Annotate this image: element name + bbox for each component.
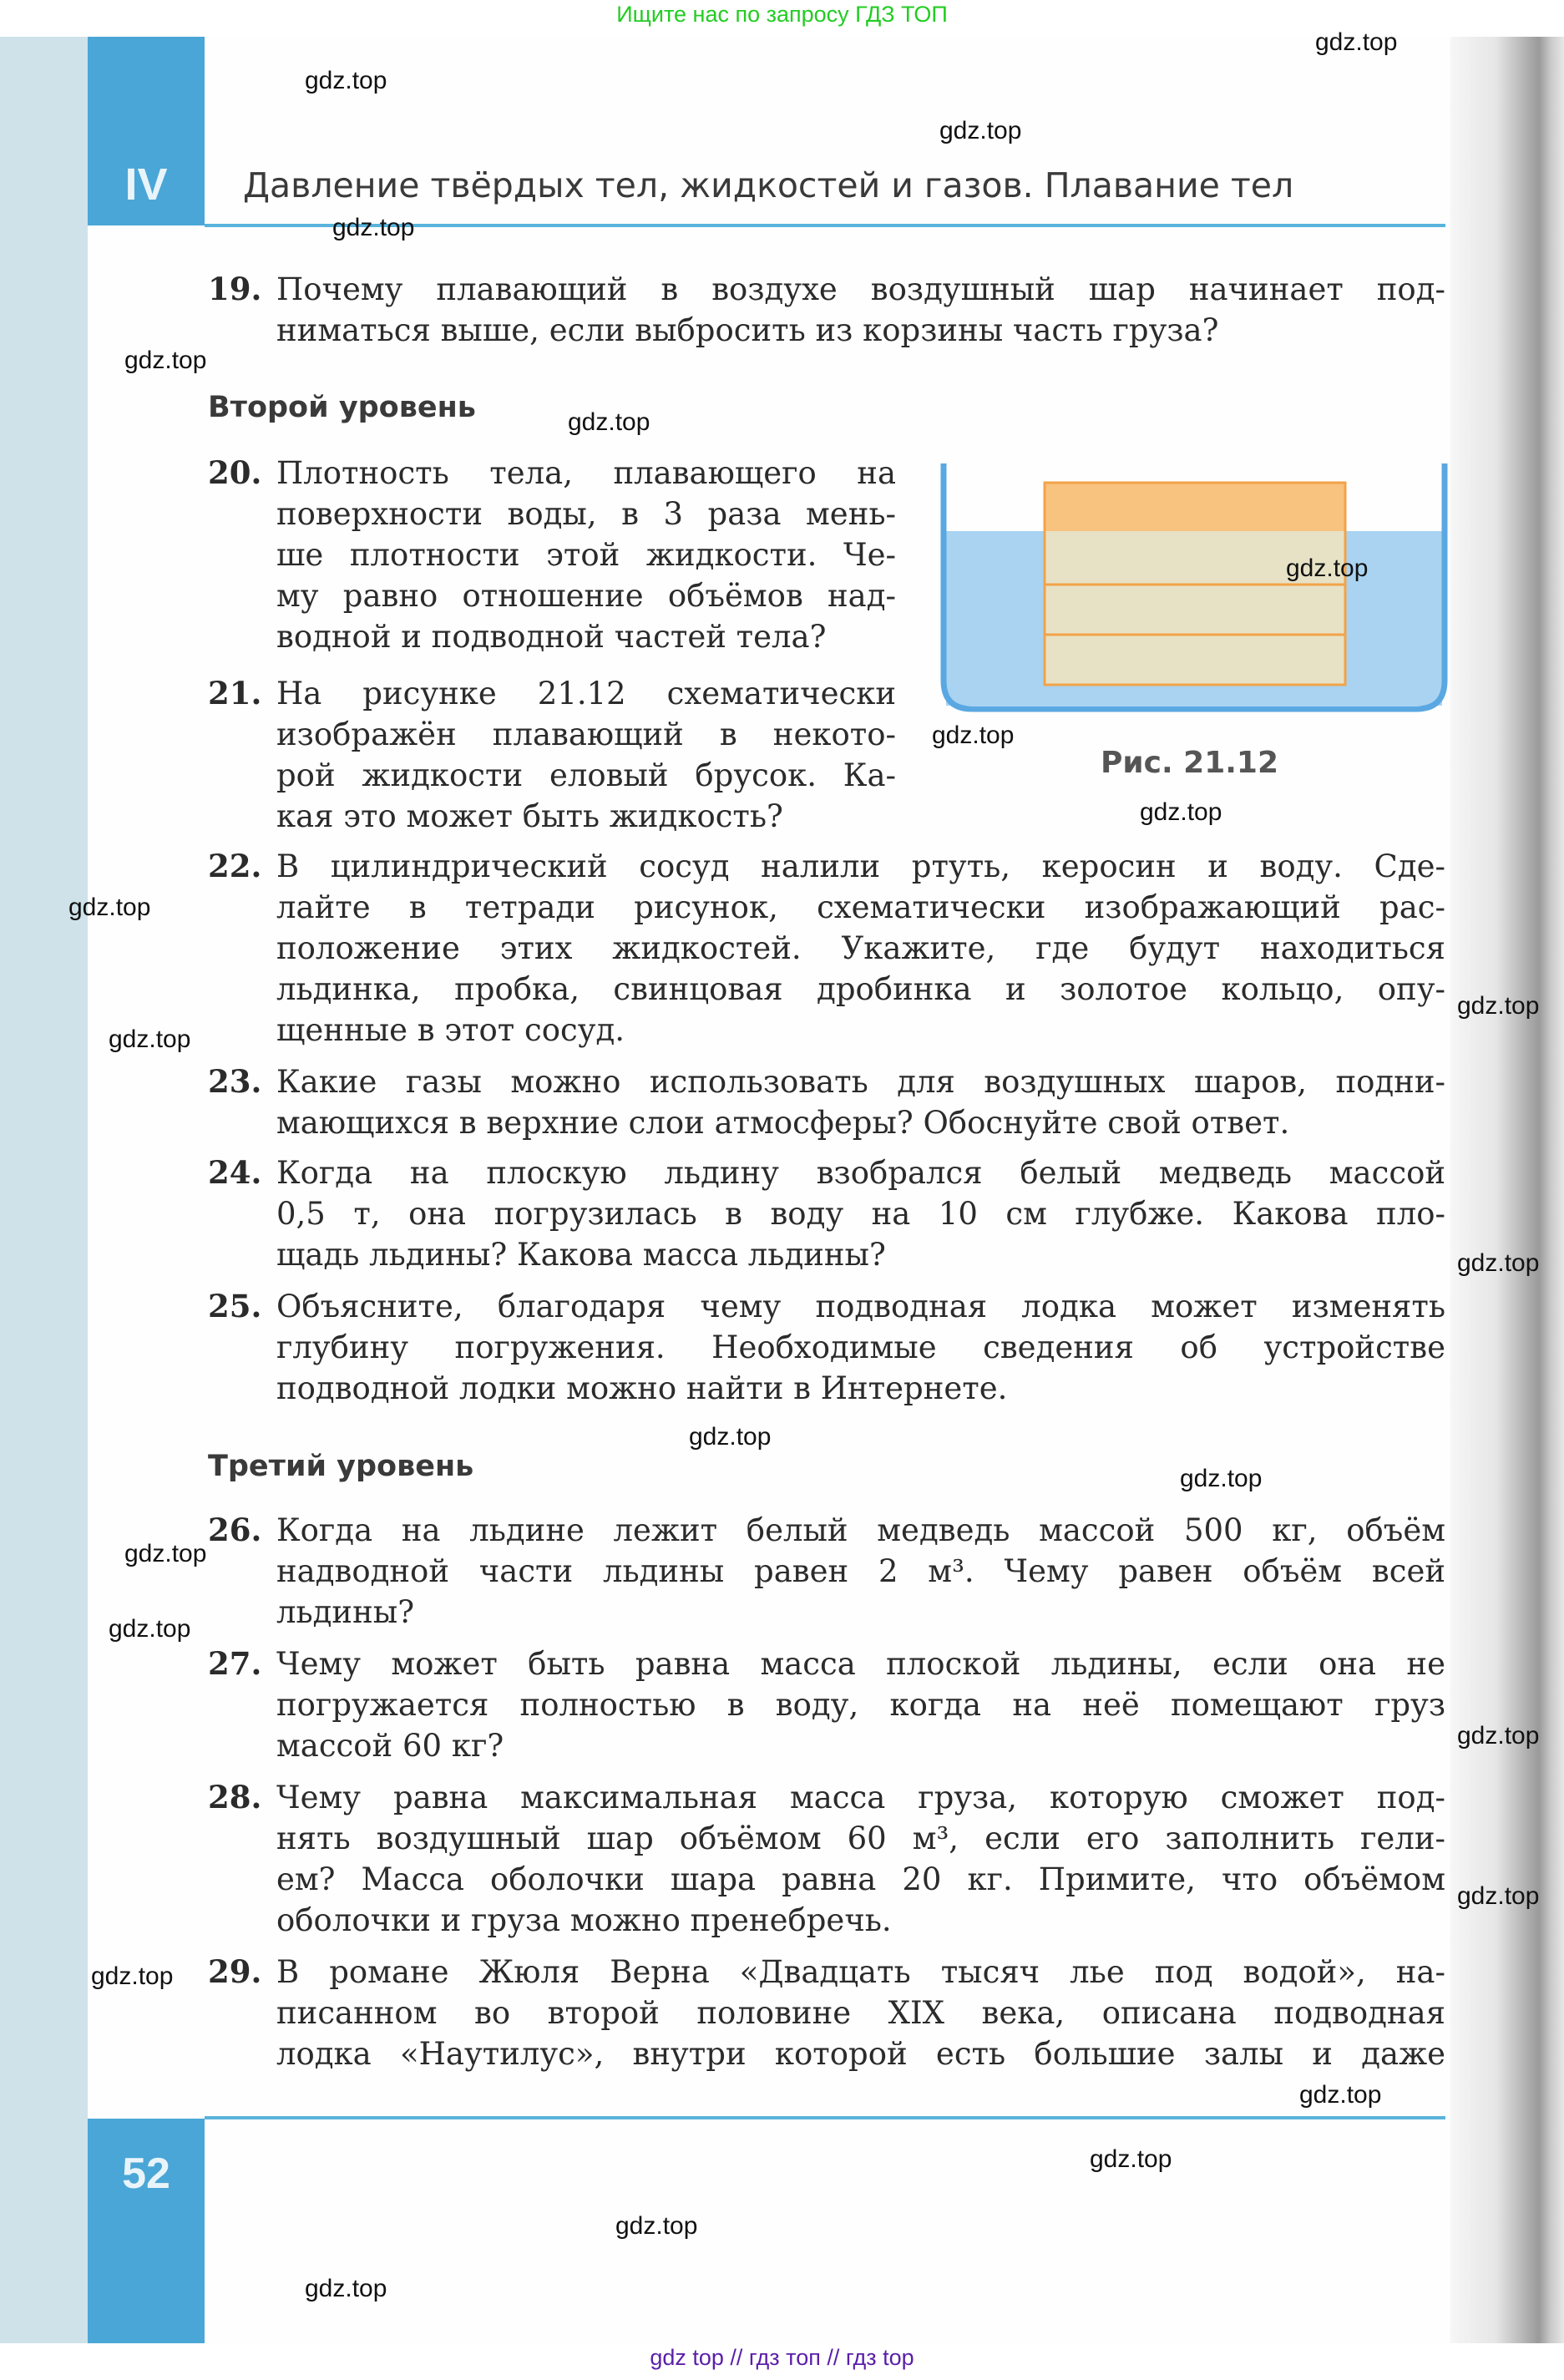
watermark-text: gdz.top [1286, 554, 1369, 582]
chapter-title: Давление твёрдых тел, жидкостей и газов. Плавание тел [243, 165, 1294, 205]
problem-text-line: поверхности воды, в 3 раза мень- [276, 496, 896, 532]
problem-text-line: ем? Масса оболочки шара равна 20 кг. Примите, что объёмом [276, 1861, 1445, 1897]
problem-text-line: Когда на льдине лежит белый медведь массой 500 кг, объём [276, 1512, 1445, 1548]
problem-text-line: кая это может быть жидкость? [276, 798, 783, 834]
problem-number: 29. [208, 1953, 262, 1990]
watermark-text: gdz.top [568, 408, 650, 436]
problem-text-line: лайте в тетради рисунок, схематически изображающий рас- [276, 889, 1445, 925]
watermark-text: gdz.top [1315, 28, 1398, 56]
problem-text-line: подводной лодки можно найти в Интернете. [276, 1370, 1008, 1406]
problem-number: 25. [208, 1288, 262, 1324]
problem-item [208, 1152, 1445, 1275]
watermark-text: gdz.top [68, 894, 151, 921]
page-spine-shadow [1450, 37, 1564, 2343]
problem-item [208, 1952, 1445, 2074]
problem-text-line: Когда на плоскую льдину взобрался белый медведь массой [276, 1155, 1445, 1191]
watermark-text: gdz.top [91, 1962, 174, 1990]
watermark-text: gdz.top [305, 67, 387, 94]
problem-number: 28. [208, 1779, 262, 1815]
watermark-text: gdz.top [124, 1540, 207, 1567]
watermark-text: gdz.top [1457, 992, 1540, 1020]
problem-text-line: му равно отношение объёмов над- [276, 578, 896, 614]
problem-text-line: щенные в этот сосуд. [276, 1012, 625, 1048]
chapter-number: IV [124, 160, 168, 210]
problem-text-line: На рисунке 21.12 схематически [276, 676, 896, 711]
problem-text-line: Какие газы можно использовать для воздушных шаров, подни- [276, 1064, 1445, 1100]
problem-text-line: изображён плавающий в некото- [276, 717, 896, 752]
problem-number: 22. [208, 848, 262, 884]
watermark-text: gdz.top [109, 1025, 191, 1053]
problem-text-line: Почему плавающий в воздухе воздушный шар начинает под- [276, 271, 1445, 307]
problem-text-line: рой жидкости еловый брусок. Ка- [276, 757, 896, 793]
problem-text-line: положение этих жидкостей. Укажите, где будут находиться [276, 930, 1445, 966]
watermark-text: gdz.top [615, 2212, 698, 2240]
problem-number: 24. [208, 1154, 262, 1191]
problem-text-line: оболочки и груза можно пренебречь. [276, 1902, 892, 1938]
watermark-text: gdz.top [1180, 1465, 1263, 1492]
block-above-liquid [1045, 483, 1345, 531]
problem-text-line: В романе Жюля Верна «Двадцать тысяч лье под водой», на- [276, 1954, 1445, 1990]
problem-text-line: Объясните, благодаря чему подводная лодка может изменять [276, 1289, 1445, 1324]
watermark-text: gdz.top [1457, 1882, 1540, 1910]
page-number-tab [88, 2119, 205, 2343]
problem-text-line: ниматься выше, если выбросить из корзины часть груза? [276, 312, 1219, 348]
top-banner: Ищите нас по запросу ГДЗ ТОП [616, 2, 948, 27]
problem-item [208, 673, 896, 837]
problem-text-line: щадь льдины? Какова масса льдины? [276, 1237, 886, 1273]
figure-caption: Рис. 21.12 [1101, 746, 1279, 780]
problem-item [208, 269, 1445, 351]
problem-number: 19. [208, 271, 262, 307]
page-number: 52 [122, 2150, 170, 2198]
problem-text-line: 0,5 т, она погрузилась в воду на 10 см глубже. Какова пло- [276, 1196, 1445, 1232]
watermark-text: gdz.top [332, 214, 415, 241]
watermark-text: gdz.top [939, 117, 1022, 144]
problem-text-line: нять воздушный шар объёмом 60 м³, если его заполнить гели- [276, 1820, 1445, 1856]
left-margin [0, 37, 88, 2343]
problem-item [208, 453, 896, 657]
problem-text-line: ше плотности этой жидкости. Че- [276, 537, 896, 573]
watermark-text: gdz.top [109, 1615, 191, 1643]
problem-item [208, 1510, 1445, 1633]
problem-text-line: льдинка, пробка, свинцовая дробинка и золотое кольцо, опу- [276, 971, 1445, 1007]
heading-level-3: Третий уровень [208, 1450, 474, 1483]
figure-floating-block [935, 455, 1453, 731]
watermark-text: gdz.top [1140, 798, 1222, 826]
problem-text-line: льдины? [276, 1594, 415, 1630]
watermark-text: gdz.top [1457, 1249, 1540, 1277]
problem-text-line: Чему равна максимальная масса груза, которую сможет под- [276, 1780, 1445, 1815]
problem-item [208, 1286, 1445, 1409]
problem-text-line: Чему может быть равна масса плоской льдины, если она не [276, 1646, 1445, 1682]
problem-text-line: мающихся в верхние слои атмосферы? Обоснуйте свой ответ. [276, 1105, 1290, 1141]
problem-item [208, 846, 1445, 1051]
watermark-text: gdz.top [689, 1423, 772, 1451]
problem-number: 21. [208, 675, 262, 711]
problem-text-line: глубину погружения. Необходимые сведения об устройстве [276, 1329, 1445, 1365]
footer-rule [205, 2116, 1445, 2119]
problem-text-line: В цилиндрический сосуд налили ртуть, керосин и воду. Сде- [276, 848, 1445, 884]
problem-item [208, 1061, 1445, 1143]
problem-number: 23. [208, 1063, 262, 1100]
problem-text-line: Плотность тела, плавающего на [276, 455, 896, 491]
watermark-text: gdz.top [1090, 2145, 1172, 2173]
problem-text-line: писанном во второй половине XIX века, описана подводная [276, 1995, 1445, 2031]
bottom-banner: gdz top // гдз топ // гдз top [650, 2345, 914, 2370]
problem-number: 27. [208, 1645, 262, 1682]
watermark-text: gdz.top [932, 722, 1015, 749]
problem-text-line: погружается полностью в воду, когда на неё помещают груз [276, 1687, 1445, 1723]
problem-number: 26. [208, 1512, 262, 1548]
problem-text-line: водной и подводной частей тела? [276, 619, 827, 655]
watermark-text: gdz.top [305, 2275, 387, 2302]
heading-level-2: Второй уровень [208, 391, 476, 424]
watermark-text: gdz.top [1299, 2081, 1382, 2109]
problem-text-line: массой 60 кг? [276, 1728, 504, 1764]
problem-text-line: надводной части льдины равен 2 м³. Чему равен объём всей [276, 1553, 1445, 1589]
chapter-tab [88, 37, 205, 225]
problem-item [208, 1777, 1445, 1941]
problem-text-line: лодка «Наутилус», внутри которой есть большие залы и даже [276, 2036, 1445, 2072]
problem-number: 20. [208, 454, 262, 491]
watermark-text: gdz.top [1457, 1722, 1540, 1750]
problem-item [208, 1643, 1445, 1766]
watermark-text: gdz.top [124, 347, 207, 374]
